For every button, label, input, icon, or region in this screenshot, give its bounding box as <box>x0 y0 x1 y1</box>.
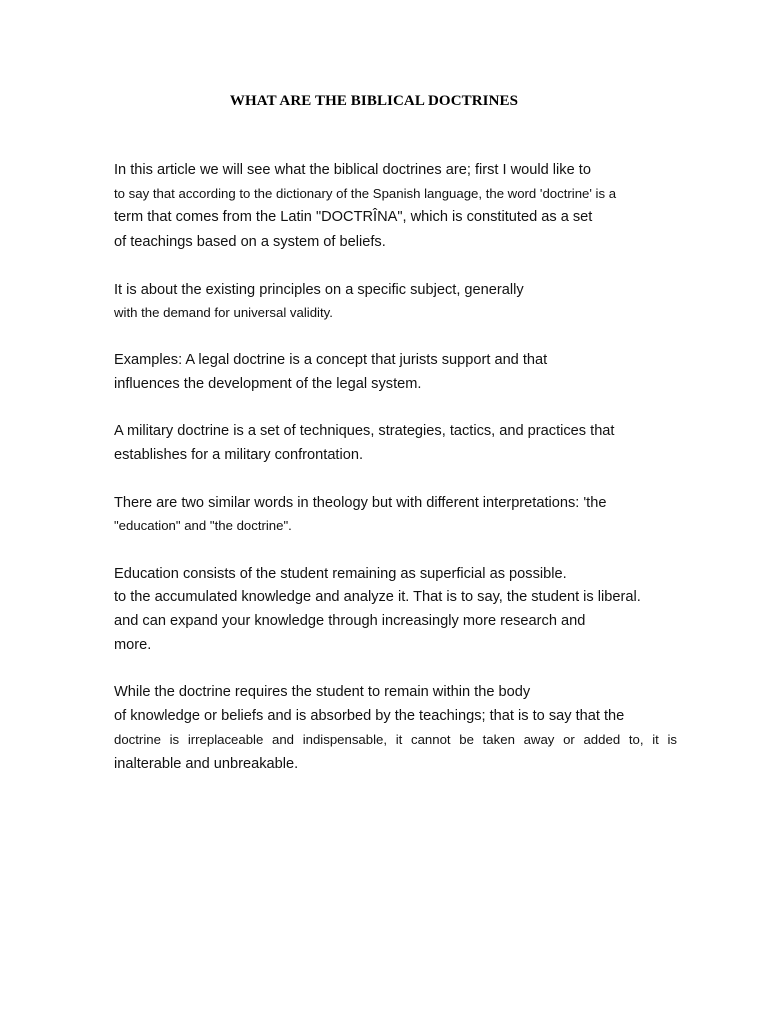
paragraph-line: of teachings based on a system of beliefs. <box>114 234 386 250</box>
document-title: WHAT ARE THE BIBLICAL DOCTRINES <box>229 93 519 109</box>
paragraph-line: establishes for a military confrontation. <box>114 447 364 463</box>
paragraph-line: doctrine is irreplaceable and indispensable, it cannot be taken away or added to, it is <box>114 732 677 747</box>
paragraph-line: A military doctrine is a set of techniques, strategies, tactics, and practices that <box>114 423 615 439</box>
paragraph-line: In this article we will see what the biblical doctrines are; first I would like to <box>114 162 591 178</box>
paragraph-line: with the demand for universal validity. <box>114 305 333 320</box>
paragraph-line: While the doctrine requires the student to remain within the body <box>114 684 531 700</box>
paragraph-line: inalterable and unbreakable. <box>114 756 299 772</box>
paragraph-line: term that comes from the Latin "DOCTRÎNA", which is constituted as a set <box>114 209 593 225</box>
paragraph-line: influences the development of the legal system. <box>114 376 422 392</box>
paragraph-line: to say that according to the dictionary of the Spanish language, the word 'doctrine' is a <box>114 186 617 201</box>
paragraph-line: It is about the existing principles on a specific subject, generally <box>114 282 524 298</box>
paragraph-line: to the accumulated knowledge and analyze it. That is to say, the student is liberal. <box>114 589 641 605</box>
paragraph-line: of knowledge or beliefs and is absorbed by the teachings; that is to say that the <box>114 708 625 724</box>
paragraph-line: and can expand your knowledge through increasingly more research and <box>114 613 586 629</box>
paragraph-line: Examples: A legal doctrine is a concept that jurists support and that <box>114 352 548 368</box>
paragraph-line: more. <box>114 637 152 653</box>
paragraph-line: "education" and "the doctrine". <box>114 518 292 533</box>
paragraph-line: Education consists of the student remaining as superficial as possible. <box>114 566 567 582</box>
paragraph-line: There are two similar words in theology but with different interpretations: 'the <box>114 495 607 511</box>
